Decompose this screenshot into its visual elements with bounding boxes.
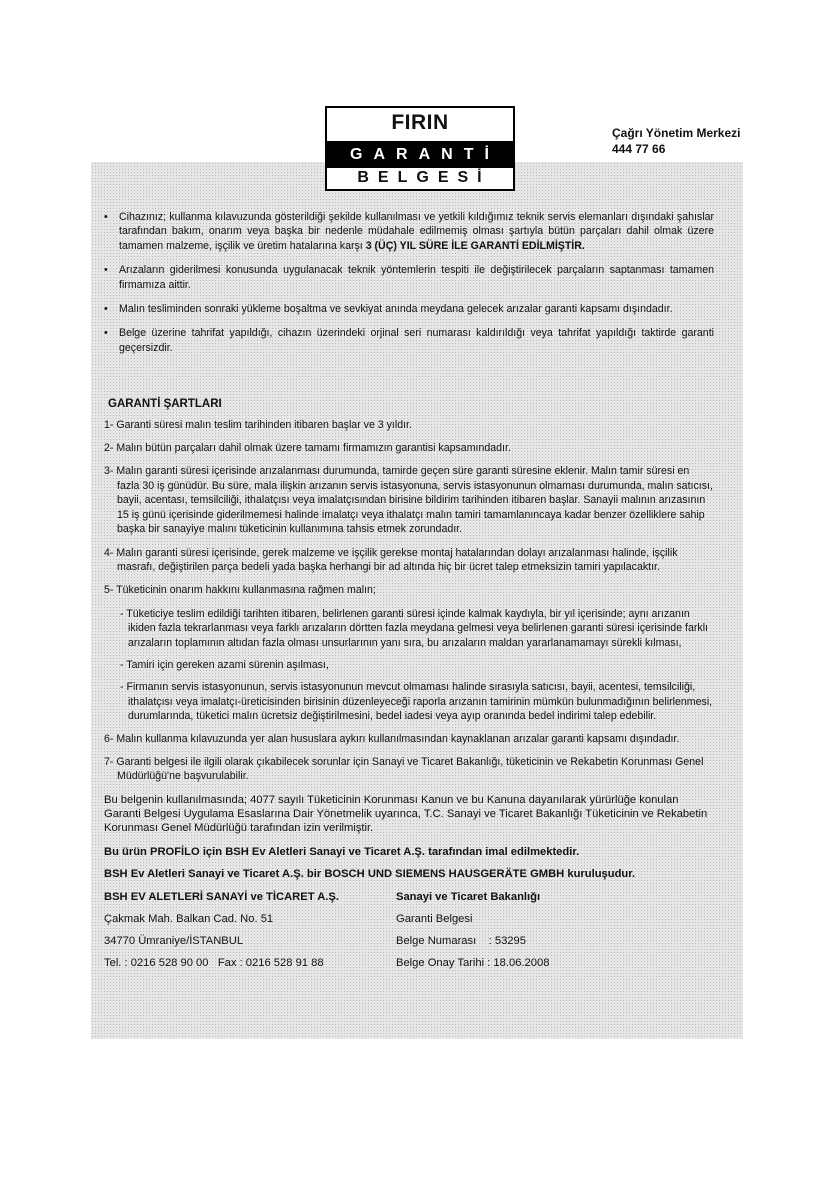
call-center-label: Çağrı Yönetim Merkezi	[612, 126, 741, 140]
document-body	[104, 210, 714, 978]
call-center	[612, 125, 740, 157]
condition-item: 6- Malın kullanma kılavuzunda yer alan hususlara aykırı kullanılmasından kaynaklanan arızalar garanti kapsamı dışındadır.	[104, 732, 680, 745]
title-line-3: BELGESİ	[357, 169, 491, 186]
condition-subitem: - Firmanın servis istasyonunun, servis istasyonunun mevcut olmaması halinde sırasıyla satıcısı, bayii, acentesi, temsilciliği, ithalatçısı veya imalatçı-üreticisinden birisinin düzenleyeceği raporla arızanın tamirinin mümkün bulunmadığının belirlenmesi, durumlarında, tüketici malın ücretsiz değiştirilmesini, bedel iadesi veya ayıp oranında bedel indirimi talep edebilir.	[120, 681, 713, 723]
bullet-item: • Cihazınız; kullanma kılavuzunda gösterildiği şekilde kullanılması ve yetkili kıldığımız teknik servis elemanları dışındaki şahıslar tarafından bakım, onarım veya başka bir nedenle müdahale edilmemiş olması şartıyla bütün parçaları dahil olmak üzere tamamen malzeme, işçilik ve üretim hatalarına karşı 3 (ÜÇ) YIL SÜRE İLE GARANTİ EDİLMİŞTİR.	[104, 210, 714, 253]
manufacturer-line: Bu ürün PROFİLO için BSH Ev Aletleri Sanayi ve Ticaret A.Ş. tarafından imal edilmektedir.	[104, 845, 580, 858]
condition-subitem: - Tamiri için gereken azami sürenin aşılması,	[120, 658, 329, 671]
ministry-name: Sanayi ve Ticaret Bakanlığı	[396, 890, 541, 903]
bullet-item: • Arızaların giderilmesi konusunda uygulanacak teknik yöntemlerin tespiti ile değiştirilecek parçaların saptanması tamamen firmamıza aittir.	[104, 263, 714, 292]
ministry-doc: Garanti Belgesi	[396, 912, 473, 925]
ministry-block	[396, 890, 549, 978]
title-line-1: FIRIN	[391, 111, 449, 134]
conditions-title: GARANTİ ŞARTLARI	[108, 398, 222, 411]
company-phone: Tel. : 0216 528 90 00 Fax : 0216 528 91 88	[104, 956, 324, 969]
condition-item: 7- Garanti belgesi ile ilgili olarak çıkabilecek sorunlar için Sanayi ve Ticaret Bakanlığı, tüketicinin ve Rekabetin Korunması Genel Müdürlüğü'ne başvurulabilir.	[104, 755, 704, 783]
parent-company-line: BSH Ev Aletleri Sanayi ve Ticaret A.Ş. bir BOSCH UND SIEMENS HAUSGERÄTE GMBH kuruluşudur.	[104, 868, 636, 881]
warranty-title-box	[325, 106, 515, 191]
condition-item: 3- Malın garanti süresi içerisinde arızalanması durumunda, tamirde geçen süre garanti süresine eklenir. Malın tamir süresi en fazla 30 iş günüdür. Bu süre, mala ilişkin arızanın servis istasyonuna, servis istasyonunun olmaması durumunda, malın satıcısı, bayii, acentası, temsilciliği, ithalatçısı veya imalatçısından birisine bildirim tarihinden itibaren başlar. Sanayii malının arızasının 15 iş günü içerisinde giderilmemesi halinde imalatçı veya ithalatçı malın tamiri tamamlanıncaya kadar benzer özelliklere sahip başka bir sanayiye malını tüketicinin kullanımına tahsis etmek zorundadır.	[104, 465, 713, 536]
title-line-2: GARANTİ	[327, 141, 513, 168]
bullet-item: • Malın tesliminden sonraki yükleme boşaltma ve sevkiyat anında meydana gelecek arızalar garanti kapsamı dışındadır.	[104, 302, 714, 316]
approval-date: Belge Onay Tarihi : 18.06.2008	[396, 956, 550, 969]
doc-number: Belge Numarası : 53295	[396, 934, 526, 947]
condition-item: 1- Garanti süresi malın teslim tarihinden itibaren başlar ve 3 yıldır.	[104, 418, 412, 431]
footer-columns	[104, 890, 714, 978]
condition-item: 5- Tüketicinin onarım hakkını kullanmasına rağmen malın;	[104, 584, 376, 597]
bullet-item: • Belge üzerine tahrifat yapıldığı, cihazın üzerindeki orjinal seri numarası kaldırıldığı veya tahrifat yapıldığı taktirde garanti geçersizdir.	[104, 326, 714, 355]
call-center-number: 444 77 66	[612, 142, 666, 156]
condition-item: 4- Malın garanti süresi içerisinde, gerek malzeme ve işçilik gerekse montaj hatalarından dolayı arızalanması halinde, işçilik masrafı, değiştirilen parça bedeli yada başka herhangi bir ad altında hiç bir ücret talep etmeksizin tamiri yapılacaktır.	[104, 546, 678, 573]
company-address-2: 34770 Ümraniye/İSTANBUL	[104, 934, 244, 947]
condition-item: 2- Malın bütün parçaları dahil olmak üzere tamamı firmamızın garantisi kapsamındadır.	[104, 442, 511, 455]
company-name: BSH EV ALETLERİ SANAYİ ve TİCARET A.Ş.	[104, 890, 339, 903]
company-address-1: Çakmak Mah. Balkan Cad. No. 51	[104, 912, 274, 925]
law-paragraph: Bu belgenin kullanılmasında; 4077 sayılı Tüketicinin Korunması Kanun ve bu Kanuna dayanılarak yürürlüğe konulan Garanti Belgesi Uygulama Esaslarına Dair Yönetmelik uyarınca, T.C. Sanayi ve Ticaret Bakanlığı Tüketicinin ve Rekabetin Korunması Genel Müdürlüğü tarafından izin verilmiştir.	[104, 793, 708, 834]
company-block	[104, 890, 396, 978]
condition-subitem: - Tüketiciye teslim edildiği tarihten itibaren, belirlenen garanti süresi içinde kalmak kaydıyla, bir yıl içerisinde; aynı arızanın ikiden fazla tekrarlanması veya farklı arızaların dörtten fazla meydana gelmesi veya belirlenen garanti süresi içerisinde farklı arızaların toplamının altıdan fazla olması unsurlarının yanı sıra, bu arızaların maldan yararlanamamayı sürekli kılması,	[120, 607, 708, 649]
